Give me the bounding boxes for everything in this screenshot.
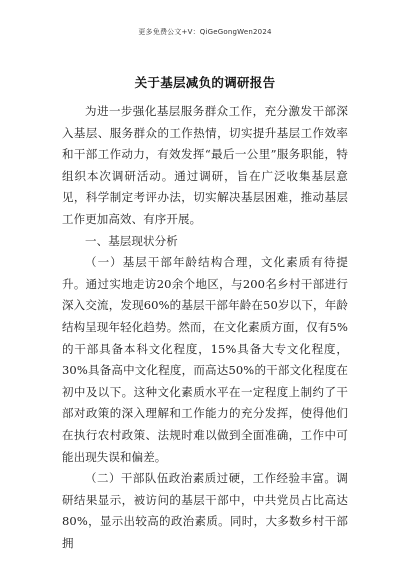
document-body [62,101,348,554]
section-heading: 一、基层现状分析 [85,233,178,248]
body-paragraph: （一）基层干部年龄结构合理，文化素质有待提升。通过实地走访20余个地区，与200名乡村干部进行深入交流，发现60%的基层干部年龄在50岁以下，年龄结构呈现年轻化趋势。然而，在文化素质方面，仅有5%的干部具备本科文化程度，15%具备大专文化程度，30%具备高中文化程度，而高达50%的干部文化程度在初中及以下。这种文化素质水平在一定程度上制约了干部对政策的深入理解和工作能力的充分发挥，使得他们在执行农村政策、法规时难以做到全面准确，工作中可能出现失误和偏差。 [62,255,348,464]
intro-paragraph: 为进一步强化基层服务群众工作，充分激发干部深入基层、服务群众的工作热情，切实提升基层工作效率和干部工作动力，有效发挥“最后一公里”服务职能，特组织本次调研活动。通过调研，旨在广泛收集基层意见，科学制定考评办法，切实解决基层困难，推动基层工作更加高效、有序开展。 [62,104,348,226]
header-note: 更多免费公文+V：QiGeGongWen2024 [138,28,272,36]
document-title: 关于基层减负的调研报告 [134,75,276,90]
body-paragraph: （二）干部队伍政治素质过硬，工作经验丰富。调研结果显示，被访问的基层干部中，中共党员占比高达80%，显示出较高的政治素质。同时，大多数乡村干部拥 [62,471,348,550]
